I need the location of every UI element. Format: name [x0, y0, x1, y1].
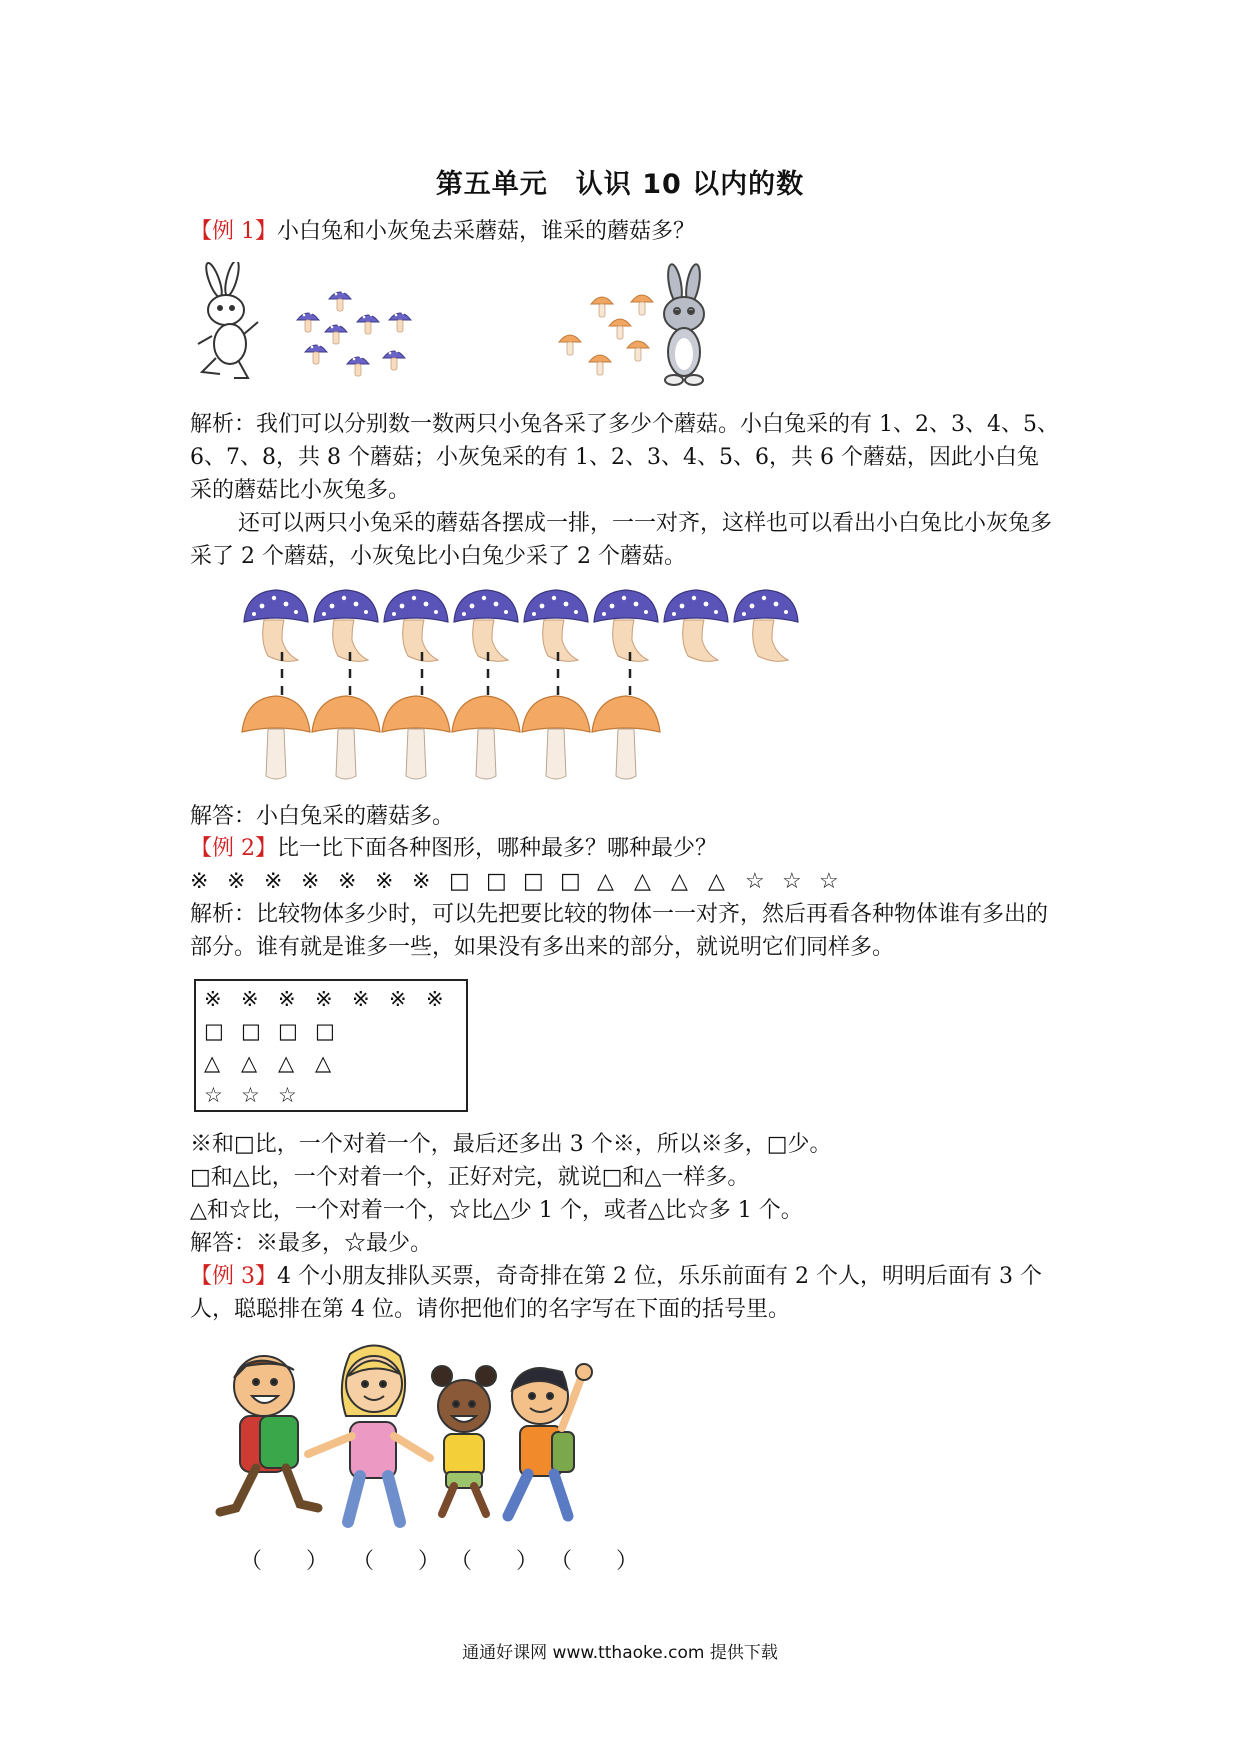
shape-cell: □ — [278, 1019, 298, 1043]
gray-rabbit-icon — [664, 263, 704, 385]
shape-cell: ☆ — [278, 1083, 297, 1107]
gray-rabbit-mushrooms — [559, 295, 653, 375]
example-1-answer: 解答：小白兔采的蘑菇多。 — [190, 804, 455, 829]
compare-1: ※和□比，一个对着一个，最后还多出 3 个※，所以※多，□少。 — [190, 1132, 832, 1157]
example-3-question — [190, 1260, 1060, 1326]
shape-cell: □ — [241, 1019, 261, 1043]
answer-bracket-2[interactable]: （ ） — [352, 1549, 441, 1574]
footer: 通通好课网 www.tthaoke.com 提供下载 — [462, 1643, 778, 1663]
example-1-question — [190, 215, 695, 248]
shape-cell: △ — [278, 1051, 295, 1075]
child-3-icon — [432, 1366, 496, 1514]
white-rabbit-icon — [198, 262, 258, 378]
shape-item: ☆ — [745, 869, 765, 894]
shape-cell: ※ — [278, 987, 296, 1011]
child-2-icon — [308, 1345, 430, 1522]
shape-item: △ — [634, 869, 651, 894]
blue-mushroom-row — [244, 590, 798, 661]
shape-cell: ※ — [315, 987, 333, 1011]
shape-cell: □ — [204, 1019, 224, 1043]
shape-cell: △ — [315, 1051, 332, 1075]
example-1-tag: 【例 1】 — [190, 219, 277, 244]
shape-item: ※ — [264, 869, 283, 894]
example-2-analysis: 解析：比较物体多少时，可以先把要比较的物体一一对齐，然后再看各种物体谁有多出的部分。谁有就是谁多一些，如果没有多出来的部分，就说明它们同样多。 — [190, 902, 1049, 960]
rabbits-mushrooms-illustration — [190, 262, 810, 392]
shape-cell: ※ — [204, 987, 222, 1011]
example-1-analysis-2: 还可以两只小兔采的蘑菇各摆成一排，一一对齐，这样也可以看出小白兔比小灰兔多采了 2 个蘑菇，小灰兔比小白兔少采了 2 个蘑菇。 — [190, 511, 1053, 569]
example-1-analysis: 解析：我们可以分别数一数两只小兔各采了多少个蘑菇。小白兔采的有 1、2、3、4、5、6、7、8，共 8 个蘑菇；小灰兔采的有 1、2、3、4、5、6，共 6 个蘑菇，因此小白兔采的蘑菇比小灰兔多。 — [190, 412, 1059, 503]
compare-3: △和☆比，一个对着一个，☆比△少 1 个，或者△比☆多 1 个。 — [190, 1198, 803, 1223]
answer-bracket-1[interactable]: （ ） — [240, 1549, 329, 1574]
shape-cell: ※ — [389, 987, 407, 1011]
example-3-tag: 【例 3】 — [190, 1264, 277, 1289]
shape-item: ※ — [338, 869, 357, 894]
shape-cell: ※ — [352, 987, 370, 1011]
shape-item: ※ — [227, 869, 246, 894]
shape-item: ※ — [301, 869, 320, 894]
child-4-icon — [508, 1364, 592, 1516]
shape-alignment-box — [194, 979, 468, 1112]
mushroom-comparison-diagram — [240, 582, 830, 787]
example-1-question-text: 小白兔和小灰兔去采蘑菇，谁采的蘑菇多？ — [277, 219, 696, 244]
child-1-icon — [220, 1356, 318, 1512]
shape-cell: △ — [241, 1051, 258, 1075]
asterisk-row — [204, 987, 463, 1011]
shape-item: ※ — [375, 869, 394, 894]
triangle-row — [204, 1051, 352, 1075]
shape-item: ☆ — [819, 869, 839, 894]
example-2-question — [190, 832, 717, 865]
orange-mushroom-row — [242, 696, 660, 779]
shape-cell: ※ — [426, 987, 444, 1011]
example-2-answer: 解答：※最多，☆最少。 — [190, 1231, 433, 1256]
answer-bracket-4[interactable]: （ ） — [550, 1549, 639, 1574]
example-2-question-text: 比一比下面各种图形，哪种最多？哪种最少？ — [277, 836, 718, 861]
shape-item: □ — [523, 869, 544, 894]
shape-item: △ — [708, 869, 725, 894]
page-title: 第五单元 认识 10 以内的数 — [435, 169, 805, 200]
shape-item: △ — [597, 869, 614, 894]
shape-cell: △ — [204, 1051, 221, 1075]
shape-item: ☆ — [782, 869, 802, 894]
star-row — [204, 1083, 315, 1107]
shape-item: ※ — [412, 869, 431, 894]
shape-item: □ — [486, 869, 507, 894]
shape-cell: □ — [315, 1019, 335, 1043]
square-row — [204, 1019, 352, 1043]
shape-item: △ — [671, 869, 688, 894]
shape-cell: ☆ — [204, 1083, 223, 1107]
shape-cell: ※ — [241, 987, 259, 1011]
example-3-question-text: 4 个小朋友排队买票，奇奇排在第 2 位，乐乐前面有 2 个人，明明后面有 3 个人，聪聪排在第 4 位。请你把他们的名字写在下面的括号里。 — [190, 1264, 1042, 1322]
compare-2: □和△比，一个对着一个，正好对完，就说□和△一样多。 — [190, 1165, 750, 1190]
shape-item: ※ — [190, 869, 209, 894]
shape-sequence — [190, 865, 856, 898]
example-2-tag: 【例 2】 — [190, 836, 277, 861]
children-queue-illustration — [190, 1336, 650, 1536]
shape-cell: ☆ — [241, 1083, 260, 1107]
answer-bracket-3[interactable]: （ ） — [450, 1549, 539, 1574]
white-rabbit-mushrooms — [297, 291, 411, 376]
shape-item: □ — [449, 869, 470, 894]
shape-item: □ — [560, 869, 581, 894]
dashed-match-lines — [282, 652, 630, 700]
